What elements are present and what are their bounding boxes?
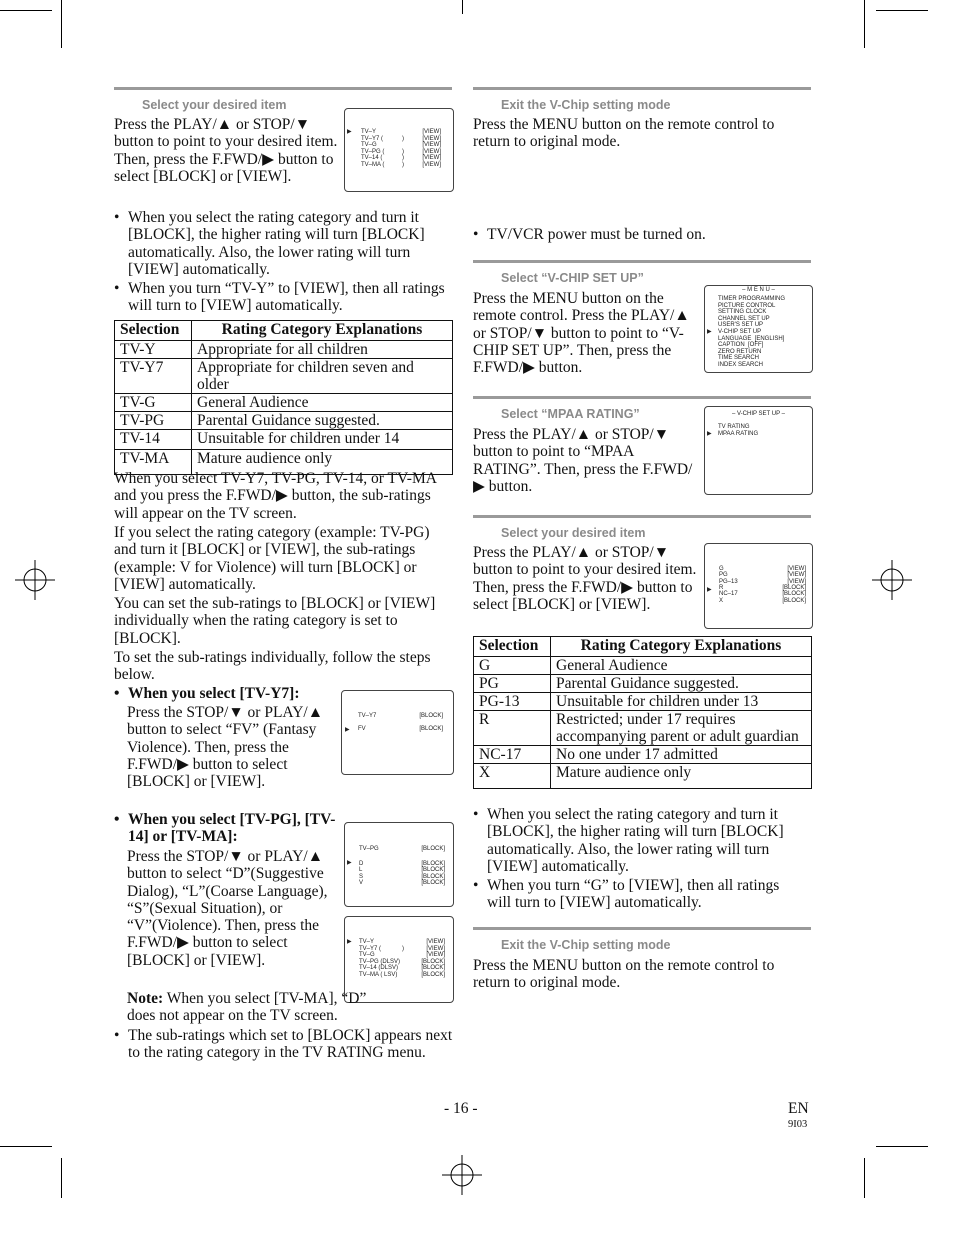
- screen-item-label: S: [359, 873, 364, 880]
- selection-cell: TV-PG: [115, 412, 192, 430]
- screen-item-label: TV–Y: [361, 129, 377, 135]
- screen-menu-item: MPAA RATING: [718, 430, 759, 437]
- section-heading: Select your desired item: [501, 526, 646, 540]
- section-divider: [473, 87, 811, 90]
- screen-item-value: [BLOCK]: [782, 597, 806, 604]
- screen-item-value: [BLOCK]: [419, 713, 443, 719]
- bullet-item: • When you select the rating category and turn it [BLOCK], the higher rating will turn [BLOCK] automatically. Also, the lower rating will turn [VIEW] automatically.: [114, 209, 458, 278]
- screen-menu-item: USER'S SET UP: [718, 322, 764, 329]
- crop-mark: [61, 1158, 62, 1198]
- section-divider: [114, 87, 452, 90]
- screen-menu-row: [705, 598, 812, 605]
- table-header: Selection: [474, 637, 551, 657]
- screen-item-value: [VIEW]: [426, 945, 445, 952]
- bullet-item: • TV/VCR power must be turned on.: [473, 226, 817, 243]
- screen-menu-item: INDEX SEARCH: [718, 362, 764, 368]
- crop-mark: [876, 10, 928, 11]
- screen-item-label: NC–17: [719, 591, 738, 598]
- screen-menu-row: [345, 162, 453, 169]
- section-heading: Exit the V-Chip setting mode: [501, 938, 671, 952]
- cursor-arrow-icon: ▶: [345, 727, 350, 733]
- screen-item-value: [BLOCK]: [421, 860, 445, 867]
- section-divider: [473, 396, 811, 399]
- screen-item-bracket: ): [402, 135, 404, 142]
- table-row: [474, 657, 812, 675]
- menu-title: – M E N U –: [742, 287, 775, 293]
- screen-menu-item: V-CHIP SET UP: [718, 329, 762, 335]
- screen-item-label: PG–13: [719, 578, 738, 585]
- explanation-cell: Parental Guidance suggested.: [551, 675, 812, 693]
- screen-item-label: V: [359, 880, 364, 886]
- table-row: [115, 412, 453, 430]
- tv-y7-screen: [341, 690, 454, 775]
- bullet-heading: • When you select [TV-PG], [TV-14] or [TV-MA]:: [114, 811, 353, 846]
- instruction-text: Press the MENU button on the remote control to return to original mode.: [473, 957, 775, 992]
- selection-cell: R: [474, 711, 551, 746]
- instruction-text: Press the MENU button on the remote control. Press the PLAY/▲ or STOP/▼ button to point to “V-CHIP SET UP”. Then, press the F.FWD/▶ button.: [473, 290, 690, 377]
- table-row: [474, 675, 812, 693]
- crop-mark: [462, 0, 463, 14]
- screen-item-value: [VIEW]: [422, 129, 441, 135]
- cursor-arrow-icon: ▶: [347, 129, 352, 135]
- table-row: [115, 394, 453, 412]
- screen-item-bracket: ): [402, 148, 404, 155]
- screen-item-label: FV: [358, 726, 366, 732]
- mpaa-rating-table: [473, 636, 812, 789]
- language-label: EN: [788, 1100, 809, 1117]
- paragraph: You can set the sub-ratings to [BLOCK] or [VIEW] individually when the rating category is set to [BLOCK].: [114, 595, 436, 647]
- document-code: 9I03: [788, 1119, 808, 1130]
- instruction-text: Press the STOP/▼ or PLAY/▲ button to select “FV” (Fantasy Violence). Then, press the F.FWD/▶ button to select [BLOCK] or [VIEW].: [127, 704, 324, 791]
- explanation-cell: Unsuitable for children under 14: [192, 430, 453, 450]
- screen-menu-row: [342, 713, 453, 720]
- cursor-arrow-icon: ▶: [347, 939, 352, 945]
- instruction-text: Press the STOP/▼ or PLAY/▲ button to select “D”(Suggestive Dialog), “L”(Coarse Language), “S”(Sexual Situation), or “V”(Violence). Then, press the F.FWD/▶ button to select [BLOCK] or [VIEW].: [127, 848, 328, 969]
- screen-item-label: TV–G: [361, 142, 377, 148]
- explanation-cell: General Audience: [551, 657, 812, 675]
- screen-item-value: [VIEW]: [426, 939, 445, 945]
- section-divider: [473, 260, 811, 263]
- screen-menu-row: [345, 972, 453, 979]
- instruction-text: Press the PLAY/▲ or STOP/▼ button to point to your desired item. Then, press the F.FWD/▶ button to select [BLOCK] or [VIEW].: [114, 116, 338, 185]
- screen-item-value: [VIEW]: [787, 572, 806, 579]
- selection-cell: TV-G: [115, 394, 192, 412]
- instruction-text: Press the MENU button on the remote control to return to original mode.: [473, 116, 775, 151]
- paragraph: When you select TV-Y7, TV-PG, TV-14, or TV-MA and you press the F.FWD/▶ button, the sub-ratings will appear on the TV screen.: [114, 470, 437, 522]
- bullet-item: • The sub-ratings which set to [BLOCK] appears next to the rating category in the TV RATING menu.: [114, 1027, 458, 1062]
- screen-menu-item: PICTURE CONTROL: [718, 302, 776, 309]
- tv-rating-screen: [344, 108, 454, 192]
- table-row: [474, 711, 812, 746]
- table-row: [115, 359, 453, 394]
- screen-item-label: L: [359, 867, 363, 873]
- screen-item-value: [BLOCK]: [782, 584, 806, 591]
- screen-item-value: [BLOCK]: [421, 867, 445, 873]
- screen-menu-item: ZERO RETURN: [718, 348, 762, 355]
- explanation-cell: Appropriate for children seven and older: [192, 359, 453, 394]
- screen-item-label: TV–Y7: [358, 713, 377, 719]
- explanation-cell: No one under 17 admitted: [551, 746, 812, 764]
- screen-menu-row: [345, 880, 453, 887]
- screen-menu-row: [345, 846, 453, 853]
- crop-mark: [0, 10, 52, 11]
- screen-item-label: X: [719, 597, 724, 604]
- paragraph: To set the sub-ratings individually, follow the steps below.: [114, 649, 431, 684]
- table-row: [115, 430, 453, 450]
- screen-item-label: TV–PG: [359, 846, 379, 852]
- crop-mark: [61, 0, 62, 48]
- explanation-cell: Restricted; under 17 requires accompanying parent or adult guardian: [551, 711, 812, 746]
- table-row: [474, 764, 812, 789]
- screen-item-label: G: [719, 566, 724, 572]
- screen-item-label: TV–MA ( LSV): [359, 971, 398, 978]
- explanation-cell: Mature audience only: [192, 450, 453, 475]
- screen-item-label: TV–Y7 (: [359, 945, 382, 952]
- screen-item-value: [BLOCK]: [421, 880, 445, 886]
- crop-mark: [876, 1146, 928, 1147]
- screen-item-label: D: [359, 860, 364, 867]
- mpaa-rating-screen: [704, 543, 813, 629]
- selection-cell: G: [474, 657, 551, 675]
- screen-item-value: [BLOCK]: [421, 873, 445, 880]
- section-heading: Select your desired item: [142, 98, 287, 112]
- screen-item-value: [VIEW]: [787, 566, 806, 572]
- cursor-arrow-icon: ▶: [707, 431, 712, 437]
- screen-item-label: TV–MA (: [361, 161, 385, 168]
- screen-item-value: [VIEW]: [426, 952, 445, 958]
- selection-cell: PG: [474, 675, 551, 693]
- crop-mark: [0, 1146, 52, 1147]
- screen-item-value: [BLOCK]: [421, 958, 445, 965]
- screen-item-label: TV–Y: [359, 939, 375, 945]
- menu-title: – V-CHIP SET UP –: [731, 411, 786, 417]
- table-header: Rating Category Explanations: [192, 321, 453, 341]
- registration-mark-icon: [872, 560, 912, 600]
- screen-item-label: TV–Y7 (: [361, 135, 384, 142]
- screen-item-value: [BLOCK]: [421, 846, 445, 852]
- screen-menu-item: CAPTION [OFF]: [718, 342, 764, 349]
- explanation-cell: Appropriate for all children: [192, 341, 453, 359]
- instruction-text: Press the PLAY/▲ or STOP/▼ button to point to your desired item. Then, press the F.FWD/▶ button to select [BLOCK] or [VIEW].: [473, 544, 697, 613]
- selection-cell: NC-17: [474, 746, 551, 764]
- screen-item-label: PG: [719, 572, 728, 579]
- screen-menu-item: LANGUAGE [ENGLISH]: [718, 335, 785, 342]
- table-row: [115, 341, 453, 359]
- section-heading: Select “V-CHIP SET UP”: [501, 271, 644, 285]
- registration-mark-icon: [15, 560, 55, 600]
- bullet-item: • When you turn “TV-Y” to [VIEW], then all ratings will turn to [VIEW] automatically.: [114, 280, 458, 315]
- screen-menu-item: TIMER PROGRAMMING: [718, 296, 785, 302]
- vchip-setup-screen: [704, 406, 813, 495]
- cursor-arrow-icon: ▶: [347, 860, 352, 866]
- screen-item-bracket: ): [402, 945, 404, 952]
- explanation-cell: General Audience: [192, 394, 453, 412]
- screen-item-value: [BLOCK]: [782, 591, 806, 598]
- screen-item-value: [VIEW]: [422, 155, 441, 161]
- crop-mark: [864, 0, 865, 48]
- selection-cell: TV-Y7: [115, 359, 192, 394]
- tv-pg-screen: [344, 822, 454, 907]
- selection-cell: PG-13: [474, 693, 551, 711]
- section-divider: [473, 515, 811, 518]
- crop-mark: [864, 1158, 865, 1198]
- screen-item-value: [VIEW]: [422, 148, 441, 155]
- instruction-text: Press the PLAY/▲ or STOP/▼ button to point to “MPAA RATING”. Then, press the F.FWD/▶ button.: [473, 426, 693, 495]
- screen-item-value: [VIEW]: [422, 142, 441, 148]
- selection-cell: TV-Y: [115, 341, 192, 359]
- screen-item-label: TV–14 (: [361, 155, 383, 161]
- section-heading: Select “MPAA RATING”: [501, 407, 640, 421]
- screen-menu-item: SETTING CLOCK: [718, 309, 767, 316]
- screen-item-value: [VIEW]: [787, 578, 806, 585]
- explanation-cell: Unsuitable for children under 13: [551, 693, 812, 711]
- table-row: [474, 746, 812, 764]
- table-header: Selection: [115, 321, 192, 341]
- main-menu-screen: [704, 285, 813, 373]
- screen-item-label: TV–G: [359, 952, 375, 958]
- screen-item-label: TV–14 (DLSV): [359, 965, 399, 971]
- bullet-item: • When you turn “G” to [VIEW], then all ratings will turn to [VIEW] automatically.: [473, 877, 807, 912]
- screen-item-value: [VIEW]: [422, 161, 441, 168]
- cursor-arrow-icon: ▶: [707, 329, 712, 335]
- screen-item-label: TV–PG (DLSV): [359, 958, 401, 965]
- bullet-heading: • When you select [TV-Y7]:: [114, 685, 353, 702]
- tv-rating-table: [114, 320, 453, 475]
- note-label: Note:: [127, 990, 164, 1007]
- explanation-cell: Mature audience only: [551, 764, 812, 789]
- selection-cell: TV-14: [115, 430, 192, 450]
- bullet-item: • When you select the rating category and turn it [BLOCK], the higher rating will turn [BLOCK] automatically. Also, the lower rating will turn [VIEW] automatically.: [473, 806, 807, 875]
- table-header: Rating Category Explanations: [551, 637, 812, 657]
- screen-menu-item: TV RATING: [718, 424, 750, 430]
- screen-item-bracket: ): [402, 155, 404, 161]
- screen-item-value: [BLOCK]: [421, 971, 445, 978]
- screen-item-label: R: [719, 584, 724, 591]
- paragraph: If you select the rating category (example: TV-PG) and turn it [BLOCK] or [VIEW], the sub-ratings (example: V for Violence) will turn [BLOCK] or [VIEW] automatically.: [114, 524, 430, 593]
- note-text: [127, 990, 377, 1025]
- screen-menu-row: [342, 726, 453, 733]
- cursor-arrow-icon: ▶: [707, 587, 712, 593]
- screen-item-value: [BLOCK]: [419, 726, 443, 732]
- screen-item-label: TV–PG (: [361, 148, 385, 155]
- screen-item-value: [BLOCK]: [421, 965, 445, 971]
- screen-menu-item: CHANNEL SET UP: [718, 315, 770, 322]
- table-row: [474, 693, 812, 711]
- section-divider: [473, 927, 811, 930]
- explanation-cell: Parental Guidance suggested.: [192, 412, 453, 430]
- selection-cell: TV-MA: [115, 450, 192, 475]
- note-body: When you select [TV-MA], “D” does not appear on the TV screen.: [127, 990, 367, 1025]
- screen-item-value: [VIEW]: [422, 135, 441, 142]
- screen-menu-item: TIME SEARCH: [718, 355, 760, 362]
- registration-mark-icon: [442, 1155, 482, 1195]
- selection-cell: X: [474, 764, 551, 789]
- screen-item-bracket: ): [402, 161, 404, 168]
- page-number: - 16 -: [444, 1100, 478, 1117]
- section-heading: Exit the V-Chip setting mode: [501, 98, 671, 112]
